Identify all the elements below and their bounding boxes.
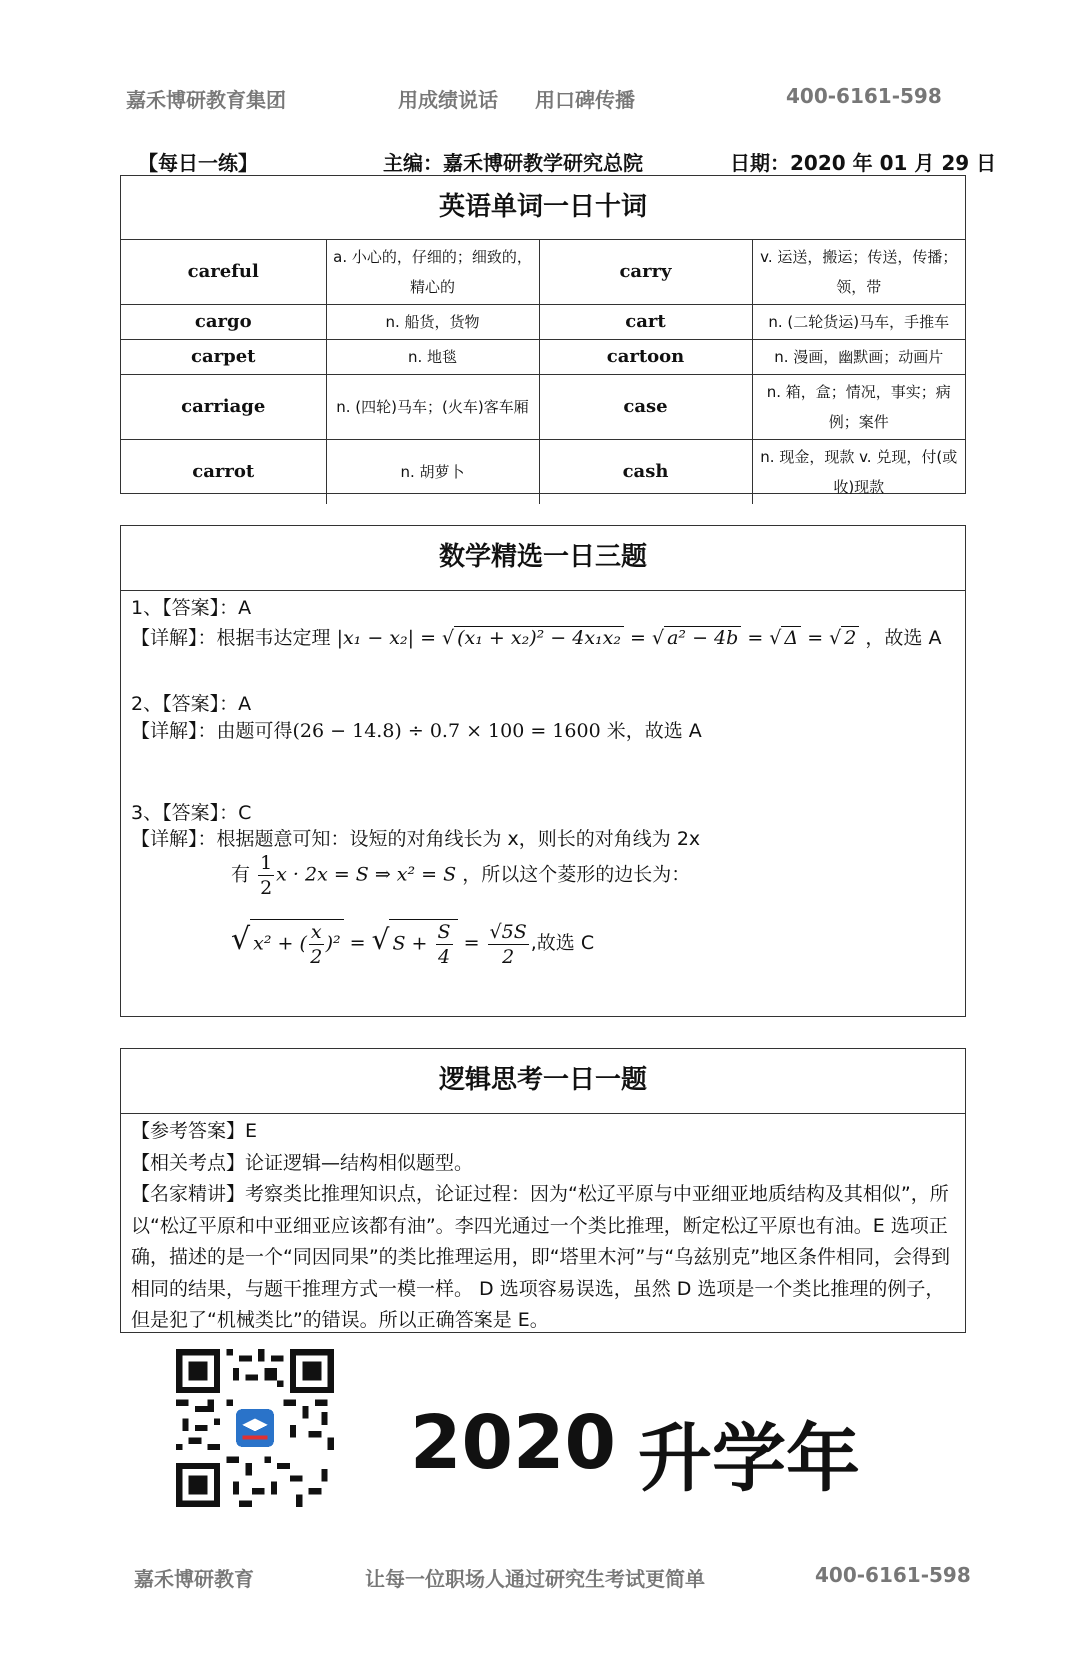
vocab-word: careful [121, 240, 326, 305]
logic-point: 【相关考点】论证逻辑—结构相似题型。 [131, 1151, 474, 1174]
q3-line-2: 有 $\frac{1}{2}$ x · 2x = S ⇒ x² = S ，所以这个菱形的边长为： [231, 852, 691, 899]
q1-answer: 1、【答案】：A [131, 597, 252, 619]
q3-explanation: 【详解】：根据题意可知：设短的对角线长为 x，则长的对角线为 2x [131, 828, 701, 850]
header-phone: 400-6161-598 [786, 84, 942, 108]
logic-title: 逻辑思考一日一题 [121, 1049, 965, 1114]
logic-section [120, 1048, 966, 1333]
vocab-definition: n. 地毯 [326, 340, 539, 375]
header-slogan-2: 用口碑传播 [535, 88, 635, 112]
q2-explain-prefix: 【详解】：由题可得 [131, 720, 293, 742]
vocab-definition: n. 船货，货物 [326, 305, 539, 340]
date-label: 日期：2020 年 01 月 29 日 [730, 151, 997, 175]
q3-line-3: √ x² + ( $\frac{x}{2}$ )² = √ S + $\frac{S}{4}$ = $\frac{√5S}{2}$ ,故选 C [231, 920, 595, 968]
vocab-word: cart [539, 305, 752, 340]
promo-year: 2020 [410, 1400, 616, 1486]
math-section [120, 525, 966, 1017]
qr-code-icon [176, 1349, 334, 1507]
vocab-definition: n. (四轮)马车；(火车)客车厢 [326, 375, 539, 440]
footer-slogan: 让每一位职场人通过研究生考试更简单 [365, 1567, 705, 1591]
vocab-word: cargo [121, 305, 326, 340]
header-org: 嘉禾博研教育集团 [126, 88, 286, 112]
q1-formula: |x₁ − x₂| = √ (x₁ + x₂)² − 4x₁x₂ = √ a² − 4b = √ Δ = √ 2 [337, 627, 860, 649]
vocab-title: 英语单词一日十词 [121, 176, 965, 240]
vocab-table [121, 240, 965, 504]
vocab-word: carriage [121, 375, 326, 440]
table-row [121, 240, 965, 305]
vocab-section [120, 175, 966, 494]
vocab-word: carrot [121, 440, 326, 505]
math-title: 数学精选一日三题 [121, 526, 965, 591]
fraction: $\frac{1}{2}$ [260, 852, 273, 899]
q3-line2-prefix: 有 [231, 863, 251, 886]
footer-phone: 400-6161-598 [815, 1563, 971, 1587]
table-row [121, 440, 965, 505]
vocab-word: case [539, 375, 752, 440]
q2-explanation [131, 716, 702, 743]
q2-explain-suffix: 米，故选 A [600, 720, 702, 742]
vocab-definition: n. 箱，盒；情况，事实；病例；案件 [752, 375, 965, 440]
vocab-definition: n. (二轮货运)马车，手推车 [752, 305, 965, 340]
vocab-word: carry [539, 240, 752, 305]
vocab-definition: n. 胡萝卜 [326, 440, 539, 505]
logic-lecture: 【名家精讲】考察类比推理知识点，论证过程：因为“松辽平原与中亚细亚地质结构及其相似”，所以“松辽平原和中亚细亚应该都有油”。李四光通过一个类比推理，断定松辽平原也有油。E 选项正确，描述的是一个“同因同果”的类比推理运用，即“塔里木河”与“乌兹别克”地区条件相同，会得到相同的结果，与题干推理方式一模一样。 D 选项容易误选，虽然 D 选项是一个类比推理的例子，但是犯了“机械类比”的错误。所以正确答案是 E。 [131, 1183, 951, 1331]
q3-line3-suffix: ,故选 C [530, 932, 595, 954]
vocab-word: cash [539, 440, 752, 505]
table-row [121, 305, 965, 340]
daily-practice-label: 【每日一练】 [138, 151, 258, 175]
logic-answer: 【参考答案】E [131, 1120, 258, 1142]
footer-org: 嘉禾博研教育 [134, 1567, 254, 1591]
vocab-word: carpet [121, 340, 326, 375]
table-row [121, 340, 965, 375]
editor-label: 主编：嘉禾博研教学研究总院 [383, 151, 643, 175]
vocab-definition: n. 漫画，幽默画；动画片 [752, 340, 965, 375]
q1-explanation [131, 623, 941, 650]
vocab-definition: n. 现金，现款 v. 兑现，付(或收)现款 [752, 440, 965, 505]
q1-explain-suffix: ，故选 A [865, 627, 942, 649]
vocab-definition: a. 小心的，仔细的；细致的，精心的 [326, 240, 539, 305]
vocab-word: cartoon [539, 340, 752, 375]
header-slogan-1: 用成绩说话 [398, 88, 498, 112]
q1-explain-prefix: 【详解】：根据韦达定理 [131, 627, 331, 649]
q3-line2-suffix: ，所以这个菱形的边长为： [462, 863, 691, 886]
q2-answer: 2、【答案】：A [131, 693, 252, 715]
q2-formula: (26 − 14.8) ÷ 0.7 × 100 = 1600 [292, 720, 601, 742]
promo-text: 升学年 [638, 1416, 860, 1502]
q3-answer: 3、【答案】：C [131, 802, 252, 824]
table-row [121, 375, 965, 440]
vocab-definition: v. 运送，搬运；传送，传播；领，带 [752, 240, 965, 305]
